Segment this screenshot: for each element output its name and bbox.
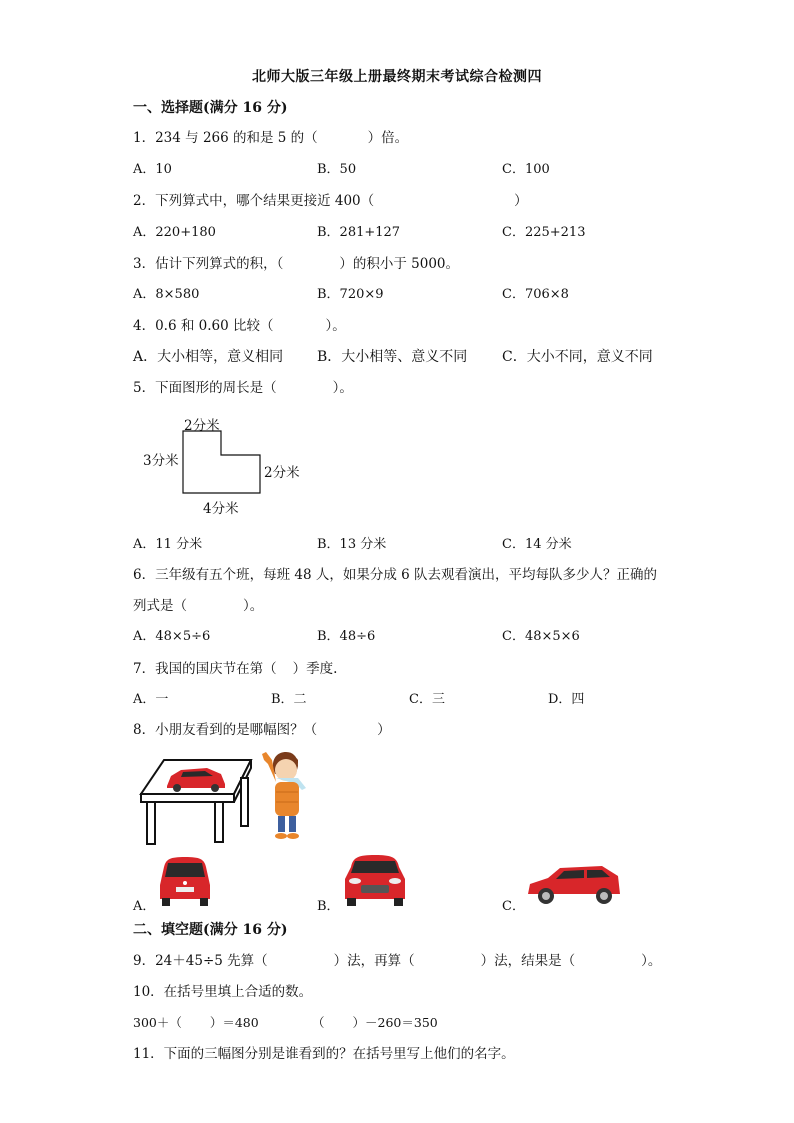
question-3-stem-b: ）的积小于 5000。 <box>339 256 459 272</box>
question-3-option-b: B．720×9 <box>317 287 384 302</box>
question-3-option-a: A．8×580 <box>133 287 200 302</box>
question-1-stem-b: ）倍。 <box>367 130 409 146</box>
question-5-option-a: A．11 分米 <box>133 537 203 552</box>
section-heading-fill: 二、填空题(满分 16 分) <box>133 922 288 938</box>
question-1-option-a: A．10 <box>133 162 172 177</box>
question-2-option-a: A．220+180 <box>133 225 216 240</box>
question-8-option-a: A． <box>133 899 156 914</box>
question-11: 11．下面的三幅图分别是谁看到的？在括号里写上他们的名字。 <box>133 1046 515 1062</box>
figure-label-left: 3分米 <box>143 453 179 469</box>
question-2-option-c: C．225+213 <box>502 225 586 240</box>
question-9 <box>133 952 661 970</box>
question-8-option-b: B． <box>317 899 340 914</box>
question-6-option-b: B．48÷6 <box>317 629 376 644</box>
question-7 <box>133 660 337 678</box>
question-5-option-c: C．14 分米 <box>502 537 572 552</box>
question-6-option-a: A．48×5÷6 <box>133 629 211 644</box>
section-heading-choice: 一、选择题(满分 16 分) <box>133 100 288 116</box>
question-2-stem-a: 2．下列算式中，哪个结果更接近 400（ <box>133 193 375 209</box>
question-7-stem-a: 7．我国的国庆节在第（ <box>133 661 277 677</box>
car-back-view-icon <box>156 855 214 907</box>
figure-label-right: 2分米 <box>264 465 300 481</box>
question-1-option-b: B．50 <box>317 162 357 177</box>
figure-label-top: 2分米 <box>184 418 220 434</box>
question-5 <box>133 379 353 397</box>
question-9-part-3: ）法，结果是（ <box>480 953 576 969</box>
question-2-stem-b: ） <box>514 193 528 209</box>
question-6-stem-b: ）。 <box>243 598 264 614</box>
question-8 <box>133 721 391 739</box>
question-9-part-1: 9．24＋45÷5 先算（ <box>133 953 268 969</box>
question-1 <box>133 129 408 147</box>
question-3 <box>133 255 459 273</box>
question-7-option-b: B．二 <box>271 692 307 707</box>
question-6-stem-a: 列式是（ <box>133 598 187 614</box>
question-2 <box>133 192 528 210</box>
question-4-stem-b: ）。 <box>325 318 346 334</box>
question-1-option-c: C．100 <box>502 162 550 177</box>
question-8-stem-a: 8．小朋友看到的是哪幅图？（ <box>133 722 318 738</box>
figure-label-bottom: 4分米 <box>203 501 239 517</box>
question-4-option-c: C．大小不同，意义不同 <box>502 349 653 365</box>
question-8-option-c: C． <box>502 899 525 914</box>
car-front-view-icon <box>341 853 409 909</box>
question-10-equation-2: （ ）－260＝350 <box>312 1015 438 1030</box>
child-illustration <box>258 748 308 843</box>
question-6-line-2 <box>133 597 263 615</box>
question-10: 10．在括号里填上合适的数。 <box>133 984 313 1000</box>
car-side-view-icon <box>524 862 624 908</box>
question-7-option-c: C．三 <box>409 692 445 707</box>
question-7-option-d: D．四 <box>548 692 585 707</box>
question-9-part-2: ）法，再算（ <box>333 953 415 969</box>
question-4-stem-a: 4．0.6 和 0.60 比较（ <box>133 318 274 334</box>
question-7-stem-b: ）季度. <box>292 661 338 677</box>
question-3-stem-a: 3．估计下列算式的积，（ <box>133 256 284 272</box>
question-5-stem-a: 5．下面图形的周长是（ <box>133 380 277 396</box>
question-7-option-a: A．一 <box>133 692 169 707</box>
question-2-option-b: B．281+127 <box>317 225 401 240</box>
question-8-stem-b: ） <box>377 722 391 738</box>
question-5-option-b: B．13 分米 <box>317 537 387 552</box>
question-4-option-a: A．大小相等，意义相同 <box>133 349 284 365</box>
question-6-option-c: C．48×5×6 <box>502 629 580 644</box>
table-with-car-illustration <box>137 756 262 851</box>
page-title: 北师大版三年级上册最终期末考试综合检测四 <box>252 69 542 85</box>
question-4 <box>133 317 346 335</box>
question-3-option-c: C．706×8 <box>502 287 569 302</box>
question-4-option-b: B．大小相等、意义不同 <box>317 349 468 365</box>
question-9-part-4: ）。 <box>641 953 662 969</box>
question-6-line-1: 6．三年级有五个班，每班 48 人，如果分成 6 队去观看演出，平均每队多少人？正确的 <box>133 567 658 583</box>
question-10-equation-1: 300＋（ ）＝480 <box>133 1015 259 1030</box>
question-1-stem-a: 1．234 与 266 的和是 5 的（ <box>133 130 318 146</box>
question-5-stem-b: ）。 <box>332 380 353 396</box>
